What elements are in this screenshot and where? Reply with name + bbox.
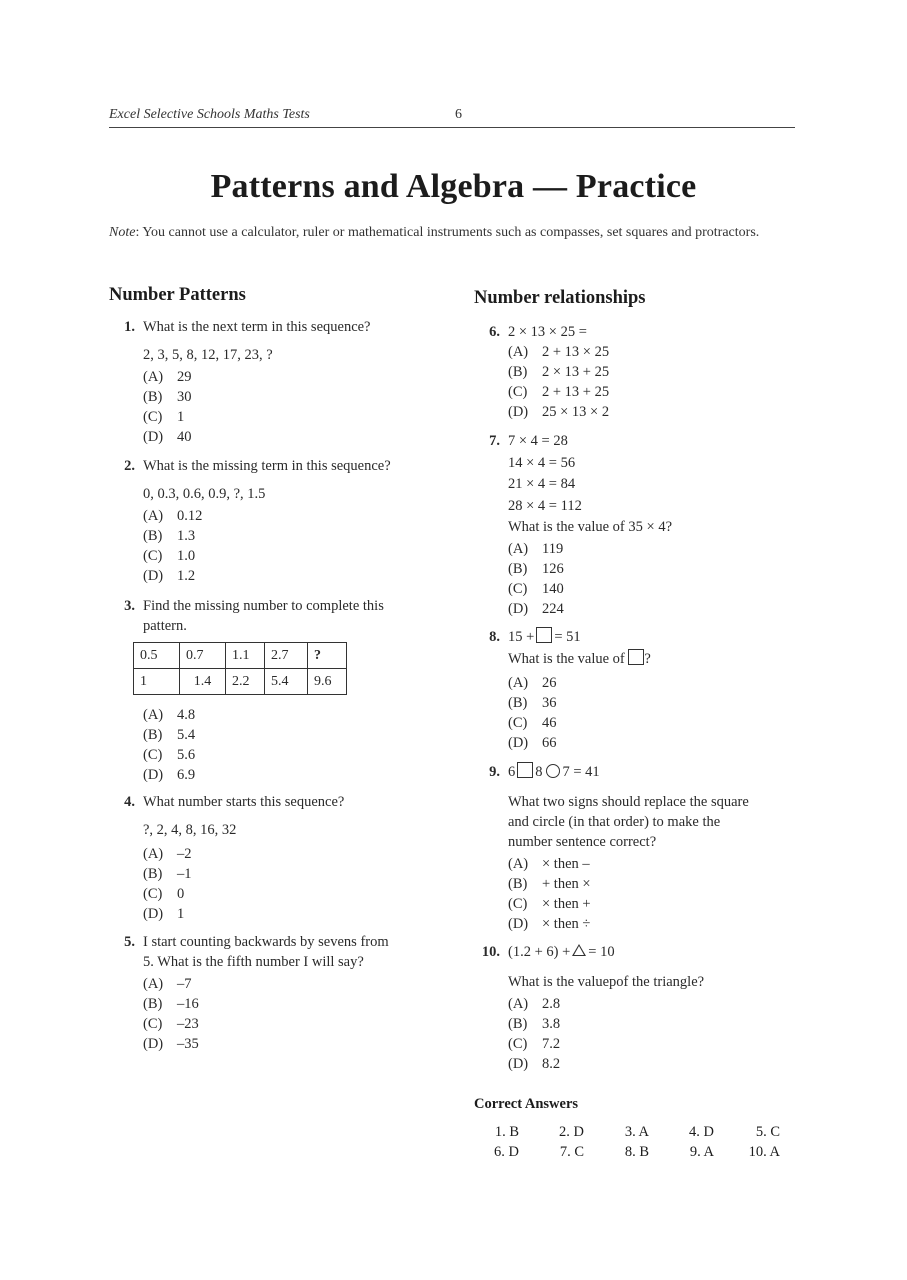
question-text: What is the missing term in this sequence? xyxy=(143,458,391,474)
question-number: 7. xyxy=(489,433,500,449)
option-b: (B) –1 xyxy=(143,866,192,882)
table-cell: 0.7 xyxy=(180,643,226,669)
answer-item: 9. A xyxy=(689,1144,714,1160)
option-a: (A) 119 xyxy=(508,541,564,557)
note-text: : You cannot use a calculator, ruler or mathematical instruments such as compasses, set squares and protractors. xyxy=(135,225,760,240)
options xyxy=(143,974,199,1054)
option-d: (D) 1.2 xyxy=(143,568,196,584)
question-text: What two signs should replace the square xyxy=(508,794,749,810)
option-c: (C) 46 xyxy=(508,715,557,731)
option-d: (D) 1 xyxy=(143,906,185,922)
question-text: What is the value of 35 × 4? xyxy=(508,519,673,535)
pattern-table xyxy=(133,642,347,695)
table-cell: 1 xyxy=(134,669,180,695)
option-a: (A) 4.8 xyxy=(143,707,196,723)
option-d: (D) 66 xyxy=(508,735,557,751)
option-b: (B) 30 xyxy=(143,389,192,405)
book-title: Excel Selective Schools Maths Tests xyxy=(109,107,310,122)
option-d: (D) 8.2 xyxy=(508,1056,561,1072)
options xyxy=(508,994,560,1074)
equation: 6 8 7 = 41 xyxy=(508,764,600,780)
options xyxy=(143,705,195,785)
question-text: pattern. xyxy=(143,618,187,634)
option-d: (D) 224 xyxy=(508,601,564,617)
option-a: (A) 29 xyxy=(143,369,192,385)
option-b: (B) 126 xyxy=(508,561,564,577)
answer-item: 1. B xyxy=(494,1124,519,1140)
table-cell: 9.6 xyxy=(308,669,347,695)
table-cell: 1.1 xyxy=(226,643,265,669)
answer-item: 7. C xyxy=(559,1144,584,1160)
running-header xyxy=(109,105,795,128)
options xyxy=(143,844,192,924)
question-number: 8. xyxy=(489,629,500,645)
table-cell: 5.4 xyxy=(265,669,308,695)
option-c: (C) 1 xyxy=(143,409,185,425)
option-b: (B) –16 xyxy=(143,996,199,1012)
options xyxy=(508,539,564,619)
option-a: (A) –7 xyxy=(143,976,192,992)
options xyxy=(143,506,202,586)
equation: (1.2 + 6) + = 10 xyxy=(508,944,615,960)
answers-grid xyxy=(474,1124,804,1168)
option-a: (A) 2.8 xyxy=(508,996,561,1012)
options xyxy=(508,342,609,422)
option-b: (B) 36 xyxy=(508,695,557,711)
option-c: (C) 1.0 xyxy=(143,548,196,564)
circle-placeholder xyxy=(546,764,560,778)
answer-item: 2. D xyxy=(559,1124,584,1140)
option-a: (A) –2 xyxy=(143,846,192,862)
question-number: 6. xyxy=(489,324,500,340)
question-text: What is the next term in this sequence? xyxy=(143,319,371,335)
question-number: 5. xyxy=(124,934,135,950)
option-a: (A) 0.12 xyxy=(143,508,203,524)
answer-item: 5. C xyxy=(755,1124,780,1140)
option-a: (A) 26 xyxy=(508,675,557,691)
equation-line: 14 × 4 = 56 xyxy=(508,454,576,471)
option-d: (D) 40 xyxy=(143,429,192,445)
square-placeholder xyxy=(517,762,533,778)
option-d: (D) × then ÷ xyxy=(508,916,591,932)
question-text: 5. What is the fifth number I will say? xyxy=(143,954,364,970)
option-b: (B) 3.8 xyxy=(508,1016,561,1032)
table-cell: 2.7 xyxy=(265,643,308,669)
table-row xyxy=(134,669,347,695)
question-text: number sentence correct? xyxy=(508,834,657,850)
answers-title: Correct Answers xyxy=(474,1096,579,1112)
options xyxy=(508,673,557,753)
option-a: (A) 2 + 13 × 25 xyxy=(508,344,610,360)
table-cell: 0.5 xyxy=(134,643,180,669)
equation-line: 28 × 4 = 112 xyxy=(508,497,582,514)
table-cell: 1.4 xyxy=(180,669,226,695)
option-d: (D) –35 xyxy=(143,1036,199,1052)
option-c: (C) 0 xyxy=(143,886,185,902)
options xyxy=(143,367,192,447)
answer-item: 6. D xyxy=(494,1144,519,1160)
question-number: 3. xyxy=(124,598,135,614)
option-c: (C) 2 + 13 + 25 xyxy=(508,384,610,400)
square-placeholder xyxy=(628,649,644,665)
option-d: (D) 6.9 xyxy=(143,767,196,783)
question-number: 9. xyxy=(489,764,500,780)
triangle-placeholder xyxy=(572,944,586,956)
question-number: 1. xyxy=(124,319,135,335)
sequence: 0, 0.3, 0.6, 0.9, ?, 1.5 xyxy=(143,486,266,502)
option-b: (B) 5.4 xyxy=(143,727,196,743)
question-text: What is the value of ? xyxy=(508,651,651,667)
sequence: 2, 3, 5, 8, 12, 17, 23, ? xyxy=(143,347,273,363)
answer-item: 10. A xyxy=(748,1144,780,1160)
table-row xyxy=(134,643,347,669)
section-heading-number-relationships: Number relationships xyxy=(474,288,646,308)
option-c: (C) × then + xyxy=(508,896,591,912)
equation: 15 + = 51 xyxy=(508,629,581,645)
note xyxy=(109,223,801,243)
question-text: Find the missing number to complete this xyxy=(143,598,384,614)
section-heading-number-patterns: Number Patterns xyxy=(109,285,246,305)
option-b: (B) 1.3 xyxy=(143,528,196,544)
equation-line: 7 × 4 = 28 xyxy=(508,433,568,449)
note-label: Note xyxy=(109,225,136,240)
answer-item: 3. A xyxy=(624,1124,649,1140)
table-cell: 2.2 xyxy=(226,669,265,695)
option-c: (C) –23 xyxy=(143,1016,199,1032)
table-cell: ? xyxy=(308,643,347,669)
square-placeholder xyxy=(536,627,552,643)
page-number: 6 xyxy=(455,107,462,122)
option-c: (C) 5.6 xyxy=(143,747,196,763)
option-a: (A) × then – xyxy=(508,856,590,872)
option-d: (D) 25 × 13 × 2 xyxy=(508,404,610,420)
option-c: (C) 7.2 xyxy=(508,1036,561,1052)
answer-item: 4. D xyxy=(689,1124,714,1140)
question-number: 10. xyxy=(481,944,500,960)
question-text: 2 × 13 × 25 = xyxy=(508,324,587,340)
option-b: (B) + then × xyxy=(508,876,591,892)
page-title: Patterns and Algebra — Practice xyxy=(210,168,697,205)
question-text: What number starts this sequence? xyxy=(143,794,345,810)
options xyxy=(508,854,591,934)
equation-line: 21 × 4 = 84 xyxy=(508,476,576,492)
question-number: 2. xyxy=(124,458,135,474)
question-text: I start counting backwards by sevens from xyxy=(143,934,389,950)
question-text: and circle (in that order) to make the xyxy=(508,814,721,830)
option-c: (C) 140 xyxy=(508,581,564,597)
question-text: What is the valuepof the triangle? xyxy=(508,974,705,990)
question-number: 4. xyxy=(124,794,135,810)
sequence: ?, 2, 4, 8, 16, 32 xyxy=(143,822,237,838)
answer-item: 8. B xyxy=(624,1144,649,1160)
option-b: (B) 2 × 13 + 25 xyxy=(508,364,610,380)
